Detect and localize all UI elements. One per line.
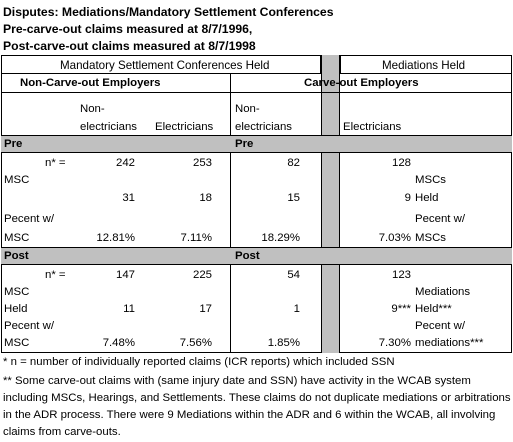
post-n-value: 225 (192, 269, 212, 281)
col-electricians-right: Electricians (343, 121, 402, 133)
pre-held-value: 9 (404, 192, 411, 204)
pre-n-value: 253 (192, 157, 212, 169)
post-held-label-l2: Held (4, 303, 28, 315)
col-non-elec-l2-right: electricians (235, 121, 292, 133)
post-n-value: 54 (287, 269, 300, 281)
mediations-held-header: Mediations Held (382, 59, 466, 72)
pre-n-value: 242 (115, 157, 135, 169)
title-line-3: Post-carve-out claims measured at 8/7/1998 (3, 39, 256, 53)
pre-pct-value: 7.11% (180, 232, 212, 244)
pre-n-value: 128 (391, 157, 411, 169)
pre-held-value: 31 (122, 192, 135, 204)
post-right-pct-label-l1: Pecent w/ (415, 320, 466, 332)
post-pct-label-l1: Pecent w/ (4, 320, 55, 332)
pre-held-value: 18 (199, 192, 212, 204)
post-held-value: 11 (123, 303, 135, 315)
post-pct-value: 7.56% (179, 337, 212, 349)
pre-n-value: 82 (287, 157, 300, 169)
post-right-held-label-l1: Mediations (415, 286, 471, 298)
gray-separator-column (321, 55, 340, 353)
block-divider (230, 74, 231, 353)
pre-held-value: 15 (287, 192, 300, 204)
pre-right-held-label-l2: Held (415, 192, 439, 204)
post-label-left: Post (4, 250, 29, 262)
pre-pct-value: 12.81% (96, 232, 135, 244)
col-non-elec-l1-right: Non- (235, 103, 260, 115)
post-pct-value: 7.48% (102, 337, 135, 349)
msc-held-header: Mandatory Settlement Conferences Held (60, 59, 270, 72)
col-non-elec-l1-left: Non- (80, 103, 105, 115)
pre-right-pct-label-l1: Pecent w/ (415, 213, 466, 225)
post-n-value: 147 (115, 269, 135, 281)
pre-held-label-l1: MSC (4, 174, 30, 186)
carve-out-header: Carve-out Employers (304, 77, 419, 89)
employer-header-underline (1, 92, 512, 93)
pre-right-pct-label-l2: MSCs (415, 232, 447, 244)
pre-pct-value: 18.29% (261, 232, 300, 244)
footnote-2: ** Some carve-out claims with (same injury date and SSN) have activity in the WCAB system including MSCs, Hearings, and Settlements. These claims do not duplicate mediations or arbitrations in the ADR process. There were 9 Mediations within the ADR and 6 within the WCAB, all involving claims from carve-outs. (3, 375, 511, 438)
col-electricians-left: Electricians (155, 121, 214, 133)
pre-pct-label-l1: Pecent w/ (4, 213, 55, 225)
pre-n-label: n* = (45, 157, 66, 169)
post-pct-label-l2: MSC (4, 337, 30, 349)
pre-label-bg-left (2, 136, 230, 152)
pre-right-held-label-l1: MSCs (415, 174, 447, 186)
post-label-bg-left (2, 248, 230, 264)
col-non-elec-l2-left: electricians (80, 121, 137, 133)
post-n-label: n* = (45, 269, 66, 281)
title-line-1: Disputes: Mediations/Mandatory Settlement Conferences (3, 5, 334, 19)
post-label-right: Post (235, 250, 260, 262)
post-pct-value: 1.85% (267, 337, 300, 349)
footnote-1: * n = number of individually reported claims (ICR reports) which included SSN (3, 356, 395, 368)
pre-pct-label-l2: MSC (4, 232, 30, 244)
non-carve-out-header: Non-Carve-out Employers (20, 77, 161, 89)
post-held-value: 1 (293, 303, 300, 315)
post-right-pct-label-l2: mediations*** (415, 337, 484, 349)
post-n-value: 123 (391, 269, 411, 281)
pre-label-left: Pre (4, 138, 23, 150)
pre-label-right: Pre (235, 138, 254, 150)
pre-pct-value: 7.03% (378, 232, 411, 244)
post-pct-value: 7.30% (378, 337, 411, 349)
post-held-value: 9*** (391, 303, 411, 315)
post-held-value: 17 (199, 303, 212, 315)
title-line-2: Pre-carve-out claims measured at 8/7/1996, (3, 22, 253, 36)
post-held-label-l1: MSC (4, 286, 30, 298)
post-right-held-label-l2: Held*** (415, 303, 452, 315)
